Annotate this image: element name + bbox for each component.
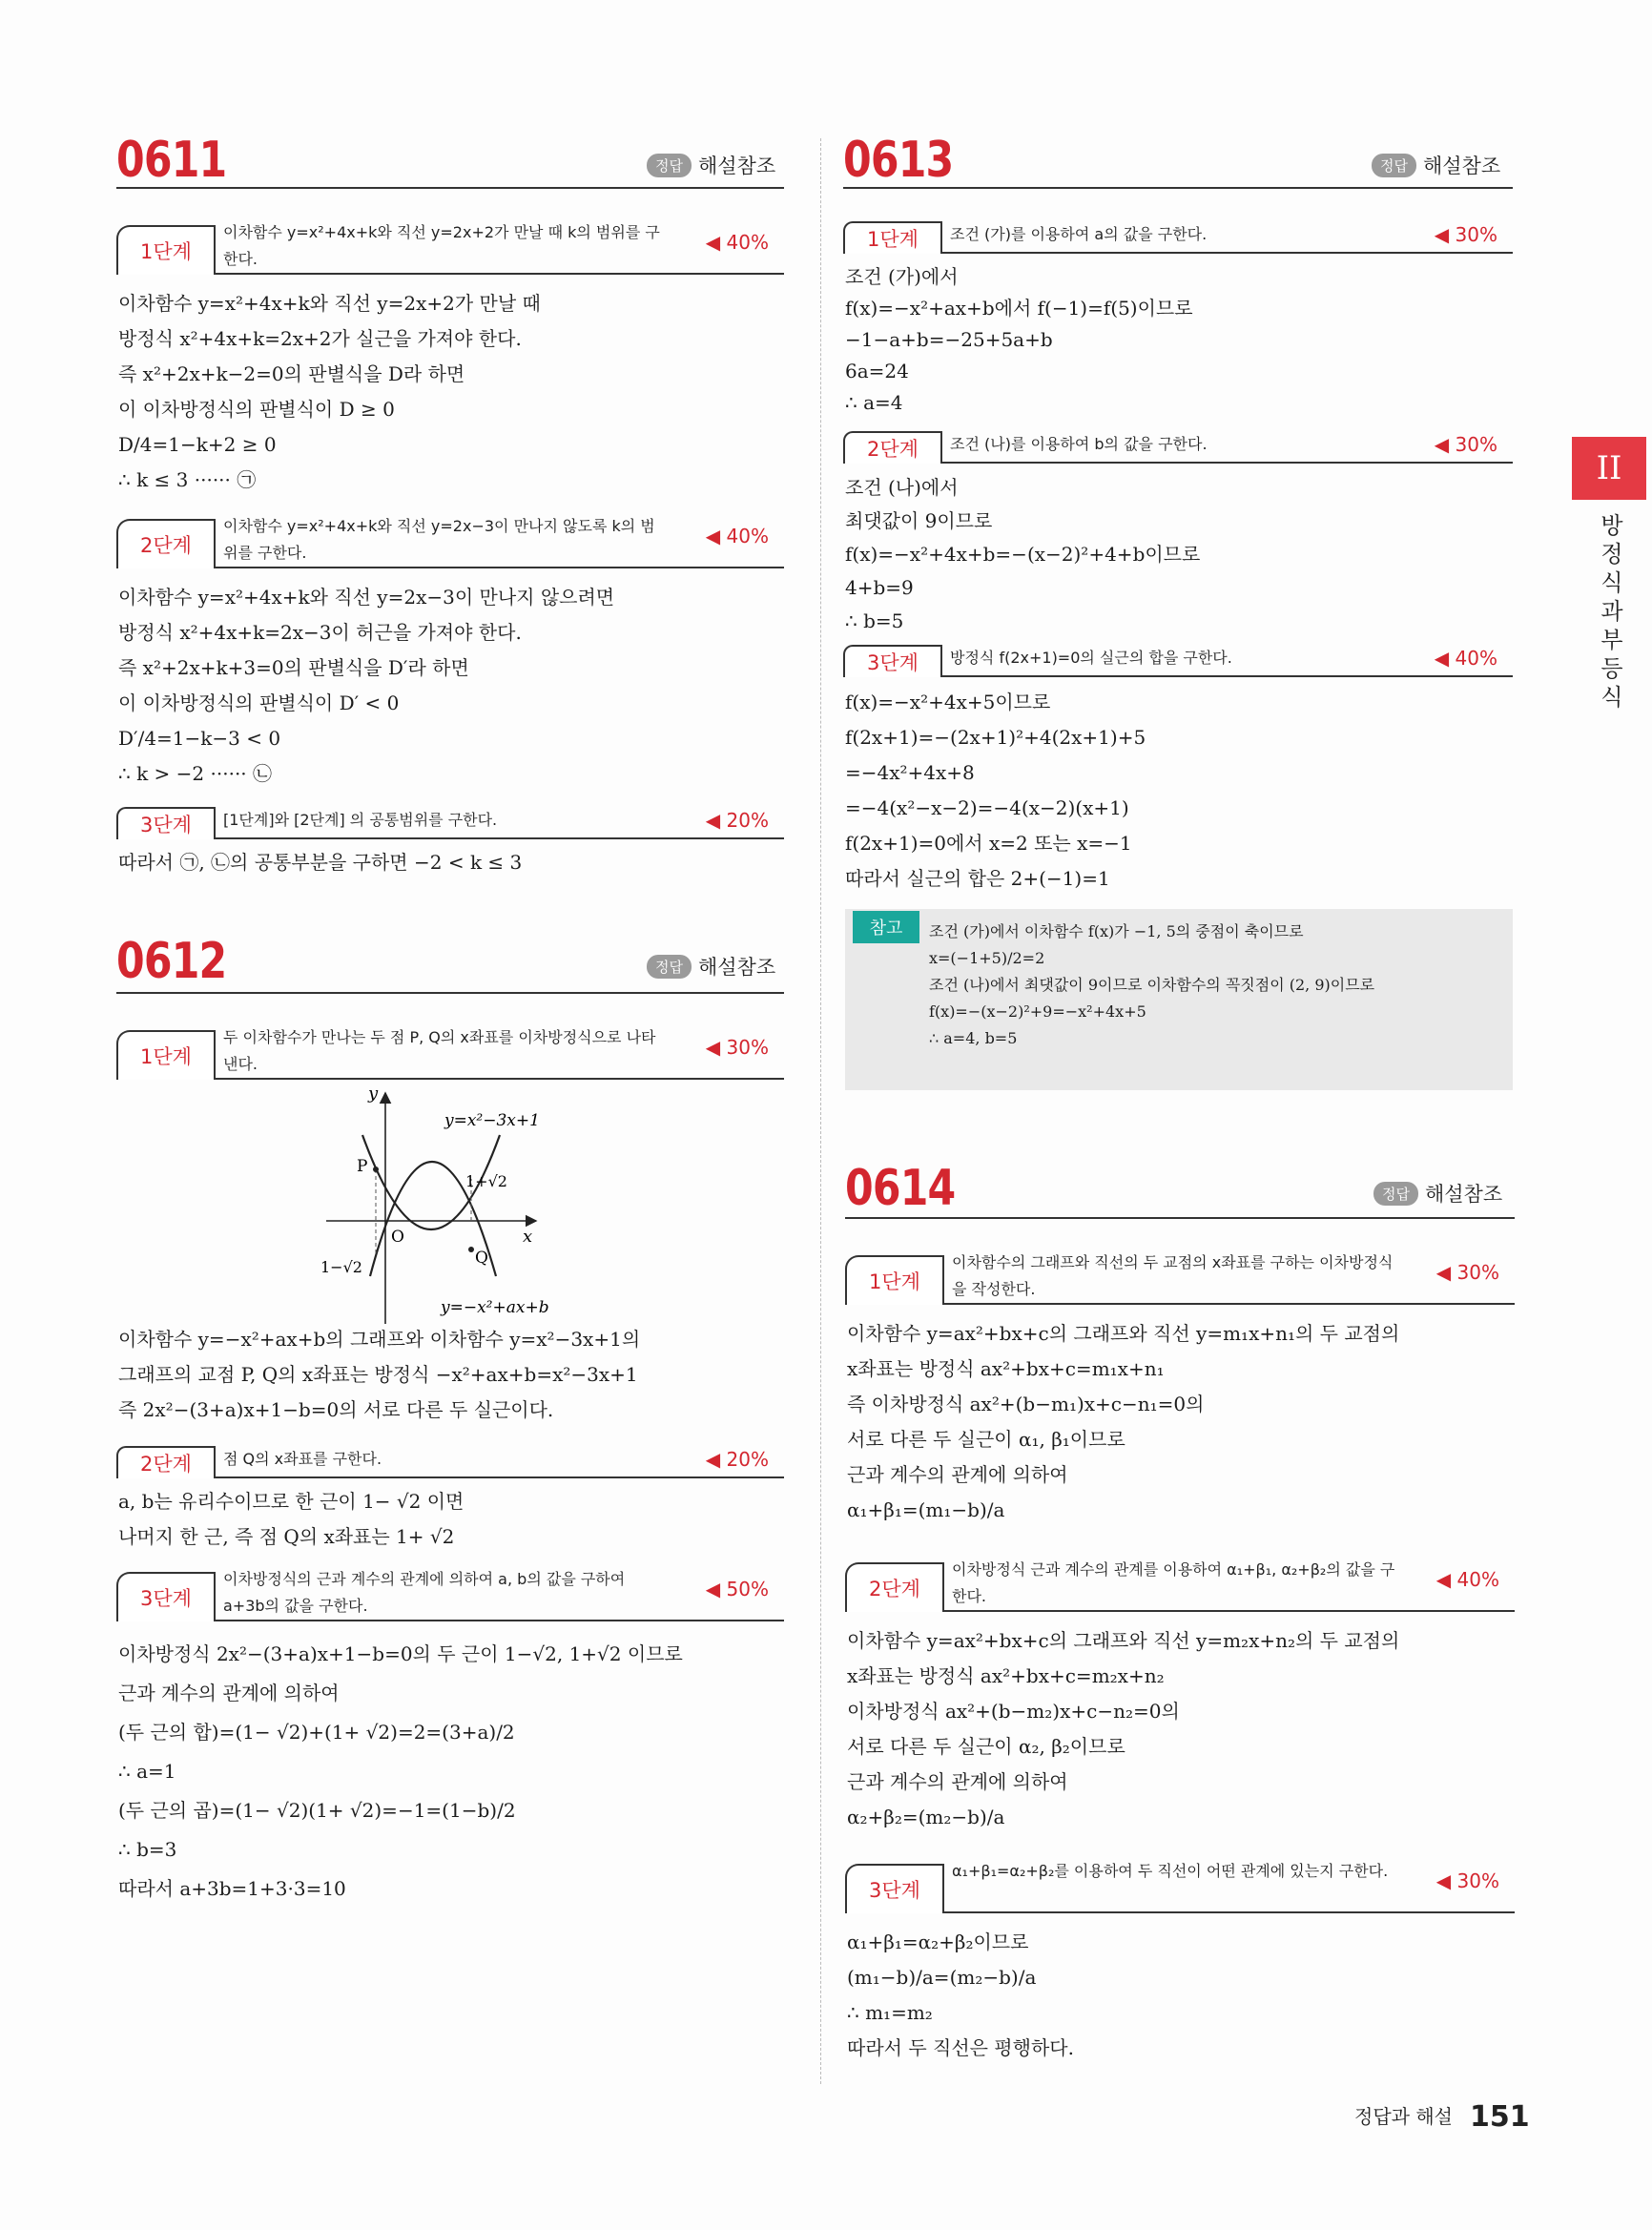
step-desc: 점 Q의 x좌표를 구한다. (223, 1450, 382, 1468)
footer-label: 정답과 해설 (1354, 2105, 1453, 2128)
line: a, b는 유리수이므로 한 근이 1− √2 이면 (118, 1490, 465, 1513)
line: (m₁−b)/a=(m₂−b)/a (847, 1966, 1037, 1989)
step-percent: ◀ 30% (705, 1036, 769, 1059)
step-desc: 이차방정식 근과 계수의 관계를 이용하여 α₁+β₁, α₂+β₂의 값을 구한다. (952, 1560, 1395, 1605)
line: 이차함수 y=x²+4x+k와 직선 y=2x+2가 만날 때 (118, 292, 541, 315)
step-0612-2 (116, 1442, 784, 1478)
step-percent: ◀ 20% (705, 1448, 769, 1471)
step-0613-3 (843, 641, 1513, 677)
answer-text: 해설참조 (697, 155, 776, 177)
step-tag: 1단계 (843, 221, 942, 254)
step-tag: 1단계 (116, 1030, 216, 1080)
answer-text: 해설참조 (1422, 155, 1501, 177)
line: 서로 다른 두 실근이 α₁, β₁이므로 (847, 1428, 1125, 1451)
solution-0612-part3 (118, 1635, 683, 1909)
note-line: 조건 (나)에서 최댓값이 9이므로 이차함수의 꼭짓점이 (2, 9)이므로 (929, 976, 1375, 994)
line: 이차함수 y=−x²+ax+b의 그래프와 이차함수 y=x²−3x+1의 (118, 1328, 641, 1351)
solution-0613-part3 (845, 685, 1146, 897)
p-label: P (357, 1157, 368, 1176)
step-desc: 이차함수의 그래프와 직선의 두 교점의 x좌표를 구하는 이차방정식을 작성한다. (952, 1253, 1394, 1298)
step-desc: [1단계]와 [2단계] 의 공통범위를 구한다. (223, 811, 498, 829)
line: 방정식 x²+4x+k=2x−3이 허근을 가져야 한다. (118, 621, 522, 644)
answer-badge: 정답 (647, 955, 692, 979)
step-desc: 이차함수 y=x²+4x+k와 직선 y=2x−3이 만나지 않도록 k의 범위를 구한다. (223, 517, 655, 562)
problem-number-0612: 0612 (116, 933, 227, 990)
step-tag: 3단계 (843, 645, 942, 677)
root2-label: 1−√2 (320, 1258, 362, 1276)
line: −1−a+b=−25+5a+b (845, 328, 1053, 351)
divider-0611 (116, 187, 784, 189)
line: 방정식 x²+4x+k=2x+2가 실근을 가져야 한다. (118, 327, 522, 350)
step-percent: ◀ 40% (1435, 1568, 1499, 1591)
column-divider (820, 138, 821, 2084)
line: ∴ b=3 (118, 1838, 177, 1861)
line: 따라서 실근의 합은 2+(−1)=1 (845, 867, 1110, 890)
solution-0613-part1 (845, 261, 1193, 419)
note-tag: 참고 (853, 911, 919, 943)
step-desc: 이차방정식의 근과 계수의 관계에 의하여 a, b의 값을 구하여 a+3b의 값을 구한다. (223, 1570, 626, 1615)
line: f(x)=−x²+ax+b에서 f(−1)=f(5)이므로 (845, 297, 1193, 320)
solution-0614-part3 (847, 1925, 1074, 2066)
step-desc: 두 이차함수가 만나는 두 점 P, Q의 x좌표를 이차방정식으로 나타낸다. (223, 1028, 656, 1073)
chapter-title: 방정식과 부등식 (1600, 512, 1623, 711)
solution-0612-part2 (118, 1484, 464, 1555)
step-desc: 조건 (가)를 이용하여 a의 값을 구한다. (950, 225, 1208, 243)
step-0613-1 (843, 217, 1513, 254)
step-0614-2 (845, 1555, 1515, 1612)
line: f(2x+1)=0에서 x=2 또는 x=−1 (845, 832, 1132, 855)
line: x좌표는 방정식 ax²+bx+c=m₁x+n₁ (847, 1357, 1165, 1380)
q-label: Q (475, 1249, 488, 1268)
line: f(x)=−x²+4x+5이므로 (845, 691, 1051, 713)
step-0612-3 (116, 1564, 784, 1621)
note-body (929, 919, 1374, 1052)
step-percent: ◀ 40% (705, 525, 769, 547)
step-0612-1 (116, 1022, 784, 1080)
parabola-graph (315, 1085, 601, 1326)
step-desc: 이차함수 y=x²+4x+k와 직선 y=2x+2가 만날 때 k의 범위를 구한다. (223, 223, 660, 268)
answer-badge: 정답 (1373, 1182, 1418, 1206)
line: 그래프의 교점 P, Q의 x좌표는 방정식 −x²+ax+b=x²−3x+1 (118, 1363, 638, 1386)
line: 4+b=9 (845, 576, 914, 599)
note-line: 조건 (가)에서 이차함수 f(x)가 −1, 5의 중점이 축이므로 (929, 922, 1304, 940)
problem-number-0613: 0613 (843, 132, 954, 189)
line: f(x)=−x²+4x+b=−(x−2)²+4+b이므로 (845, 543, 1201, 566)
step-tag: 3단계 (845, 1864, 944, 1913)
solution-0614-part2 (847, 1623, 1399, 1835)
line: 이차함수 y=ax²+bx+c의 그래프와 직선 y=m₁x+n₁의 두 교점의 (847, 1322, 1400, 1345)
step-tag: 3단계 (116, 807, 216, 839)
line: x좌표는 방정식 ax²+bx+c=m₂x+n₂ (847, 1664, 1165, 1687)
solution-0613-part2 (845, 471, 1200, 638)
page-footer (1354, 2100, 1530, 2134)
chapter-tab: II (1572, 437, 1646, 500)
answer-label-0613 (1372, 151, 1500, 179)
line: 조건 (가)에서 (845, 265, 959, 288)
line: =−4x²+4x+8 (845, 761, 975, 784)
step-percent: ◀ 30% (1435, 1261, 1499, 1284)
step-tag: 3단계 (116, 1572, 216, 1621)
solution-0611-part3 (118, 845, 522, 880)
point-p (373, 1167, 379, 1172)
step-percent: ◀ 30% (1434, 223, 1497, 246)
root1-label: 1+√2 (465, 1172, 507, 1190)
line: α₁+β₁=(m₁−b)/a (847, 1498, 1005, 1521)
step-tag: 1단계 (845, 1255, 944, 1305)
line: 근과 계수의 관계에 의하여 (118, 1682, 340, 1704)
step-0611-1 (116, 217, 784, 275)
line: 근과 계수의 관계에 의하여 (847, 1770, 1068, 1793)
step-percent: ◀ 30% (1435, 1869, 1499, 1892)
step-percent: ◀ 30% (1434, 433, 1497, 456)
answer-text: 해설참조 (697, 956, 776, 979)
step-desc: α₁+β₁=α₂+β₂를 이용하여 두 직선이 어떤 관계에 있는지 구한다. (952, 1862, 1389, 1880)
step-percent: ◀ 40% (705, 231, 769, 254)
line: 이차함수 y=ax²+bx+c의 그래프와 직선 y=m₂x+n₂의 두 교점의 (847, 1629, 1400, 1652)
note-line: ∴ a=4, b=5 (929, 1029, 1018, 1047)
line: D/4=1−k+2 ≥ 0 (118, 433, 277, 456)
answer-label-0611 (647, 151, 775, 179)
line: 이 이차방정식의 판별식이 D′ < 0 (118, 692, 400, 714)
line: 즉 x²+2x+k−2=0의 판별식을 D라 하면 (118, 362, 465, 385)
line: (두 근의 합)=(1− √2)+(1+ √2)=2=(3+a)/2 (118, 1721, 515, 1744)
solution-0611-part2 (118, 580, 614, 792)
line: ∴ a=4 (845, 391, 903, 414)
line: 최댓값이 9이므로 (845, 509, 993, 532)
step-desc: 조건 (나)를 이용하여 b의 값을 구한다. (950, 435, 1208, 453)
step-percent: ◀ 40% (1434, 647, 1497, 670)
step-percent: ◀ 20% (705, 809, 769, 832)
line: 따라서 a+3b=1+3·3=10 (118, 1877, 346, 1900)
note-box (845, 909, 1513, 1090)
line: D′/4=1−k−3 < 0 (118, 727, 281, 750)
divider-0612 (116, 992, 784, 994)
line: α₂+β₂=(m₂−b)/a (847, 1806, 1005, 1828)
step-0614-3 (845, 1856, 1515, 1913)
line: 이 이차방정식의 판별식이 D ≥ 0 (118, 398, 395, 421)
line: ∴ a=1 (118, 1760, 176, 1783)
solution-0614-part1 (847, 1316, 1399, 1528)
line: f(2x+1)=−(2x+1)²+4(2x+1)+5 (845, 726, 1146, 749)
line: =−4(x²−x−2)=−4(x−2)(x+1) (845, 796, 1129, 819)
step-tag: 2단계 (845, 1562, 944, 1612)
x-label: x (523, 1227, 533, 1247)
step-tag: 2단계 (116, 1446, 216, 1478)
curve2-label: y=−x²+ax+b (441, 1298, 549, 1317)
line: 이차함수 y=x²+4x+k와 직선 y=2x−3이 만나지 않으려면 (118, 586, 615, 609)
curve1-label: y=x²−3x+1 (444, 1111, 540, 1130)
line: ∴ b=5 (845, 609, 904, 632)
line: 서로 다른 두 실근이 α₂, β₂이므로 (847, 1735, 1125, 1758)
line: 즉 x²+2x+k+3=0의 판별식을 D′라 하면 (118, 656, 469, 679)
line: 따라서 ㉠, ㉡의 공통부분을 구하면 −2 < k ≤ 3 (118, 851, 523, 874)
step-tag: 1단계 (116, 225, 216, 275)
step-0611-3 (116, 803, 784, 839)
line: 나머지 한 근, 즉 점 Q의 x좌표는 1+ √2 (118, 1525, 455, 1548)
answer-badge: 정답 (647, 154, 692, 177)
line: 즉 이차방정식 ax²+(b−m₁)x+c−n₁=0의 (847, 1393, 1205, 1415)
step-desc: 방정식 f(2x+1)=0의 실근의 합을 구한다. (950, 649, 1232, 667)
line: 근과 계수의 관계에 의하여 (847, 1463, 1068, 1486)
line: 조건 (나)에서 (845, 476, 959, 499)
point-q (468, 1247, 474, 1252)
problem-number-0614: 0614 (845, 1160, 956, 1217)
origin-label: O (391, 1228, 404, 1247)
answer-text: 해설참조 (1424, 1183, 1503, 1206)
line: ∴ k > −2 ······ ㉡ (118, 762, 273, 785)
note-line: f(x)=−(x−2)²+9=−x²+4x+5 (929, 1002, 1146, 1021)
y-label: y (368, 1085, 379, 1104)
divider-0613 (843, 187, 1513, 189)
line: 즉 2x²−(3+a)x+1−b=0의 서로 다른 두 실근이다. (118, 1398, 554, 1421)
step-0613-2 (843, 427, 1513, 464)
step-tag: 2단계 (116, 519, 216, 568)
line: 6a=24 (845, 360, 909, 382)
line: 이차방정식 2x²−(3+a)x+1−b=0의 두 근이 1−√2, 1+√2 이므로 (118, 1642, 683, 1665)
answer-label-0612 (647, 952, 775, 981)
problem-number-0611: 0611 (116, 132, 227, 189)
page-number: 151 (1469, 2100, 1530, 2134)
solution-0611-part1 (118, 286, 541, 498)
answer-label-0614 (1373, 1179, 1502, 1208)
line: 이차방정식 ax²+(b−m₂)x+c−n₂=0의 (847, 1700, 1180, 1723)
line: α₁+β₁=α₂+β₂이므로 (847, 1931, 1029, 1953)
step-0614-1 (845, 1248, 1515, 1305)
step-0611-2 (116, 511, 784, 568)
line: 따라서 두 직선은 평행하다. (847, 2036, 1074, 2059)
solution-0612-part1 (118, 1322, 640, 1428)
line: ∴ m₁=m₂ (847, 2001, 933, 2024)
note-line: x=(−1+5)/2=2 (929, 949, 1045, 967)
line: (두 근의 곱)=(1− √2)(1+ √2)=−1=(1−b)/2 (118, 1799, 516, 1822)
step-tag: 2단계 (843, 431, 942, 464)
step-percent: ◀ 50% (705, 1578, 769, 1600)
divider-0614 (845, 1217, 1515, 1219)
answer-badge: 정답 (1372, 154, 1416, 177)
line: ∴ k ≤ 3 ······ ㉠ (118, 468, 257, 491)
